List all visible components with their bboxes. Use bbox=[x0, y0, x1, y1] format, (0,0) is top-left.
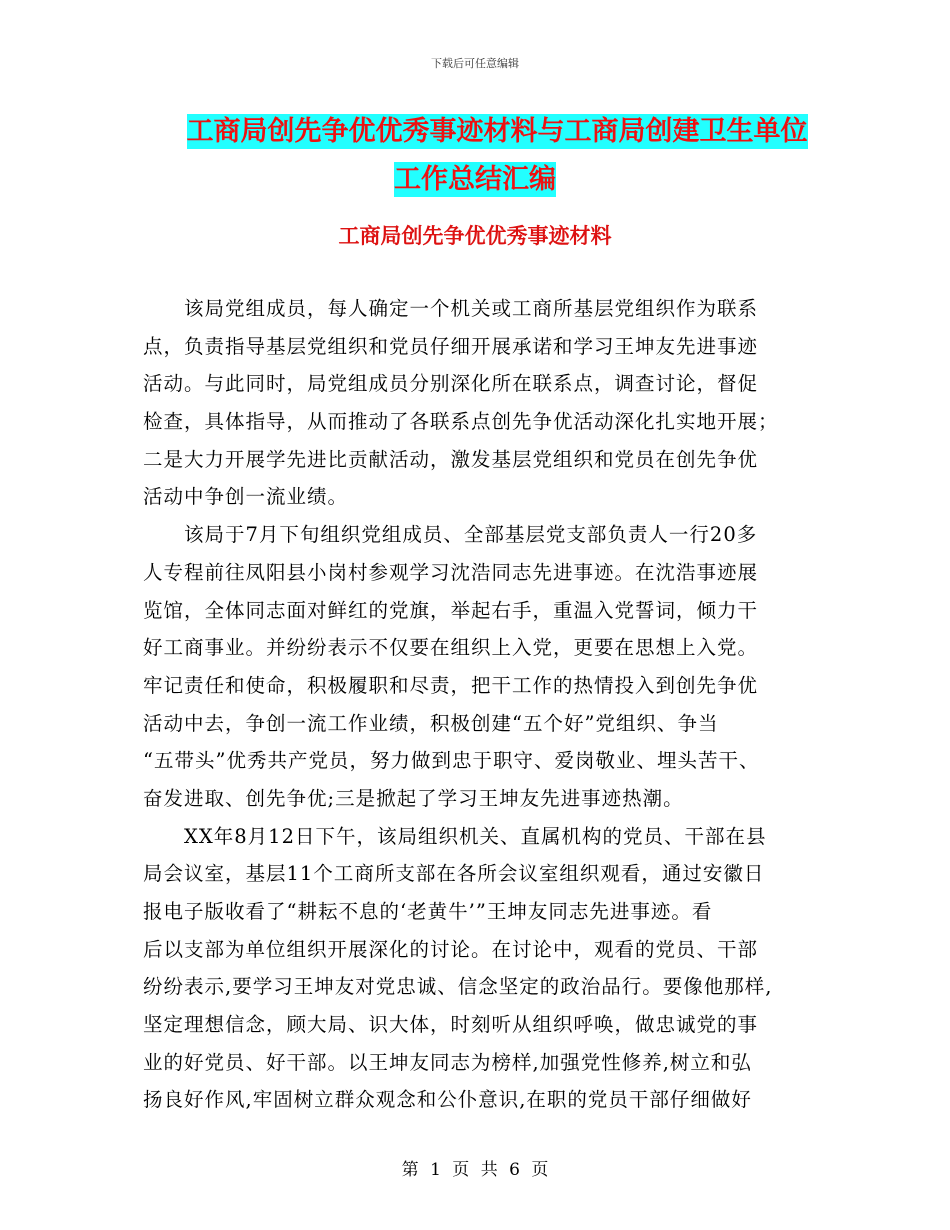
document-title-line-2-text: 工作总结汇编 bbox=[394, 164, 556, 195]
text-line: 览馆，全体同志面对鲜红的党旗，举起右手，重温入党誓词，倾力干 bbox=[143, 598, 759, 622]
text-line: XX年8月12日下午，该局组织机关、直属机构的党员、干部在县 bbox=[143, 824, 767, 848]
text-line: 扬良好作风,牢固树立群众观念和公仆意识,在职的党员干部仔细做好 bbox=[143, 1088, 752, 1112]
text-line: 检查，具体指导，从而推动了各联系点创先争优活动深化扎实地开展； bbox=[143, 410, 779, 434]
section-title: 工商局创先争优优秀事迹材料 bbox=[338, 224, 612, 248]
header-note: 下载后可任意编辑 bbox=[431, 57, 519, 70]
text-line: 奋发进取、创先争优;三是掀起了学习王坤友先进事迹热潮。 bbox=[143, 786, 684, 810]
paragraph-1 bbox=[143, 290, 813, 516]
text-line: 报电子版收看了“耕耘不息的‘老黄牛’”王坤友同志先进事迹。看 bbox=[143, 900, 713, 923]
text-line: 点，负责指导基层党组织和党员仔细开展承诺和学习王坤友先进事迹 bbox=[143, 334, 759, 358]
document-title-line-2 bbox=[0, 156, 950, 204]
paragraph-2 bbox=[143, 516, 813, 818]
text-line: 活动中争创一流业绩。 bbox=[143, 485, 349, 509]
text-line: 纷纷表示,要学习王坤友对党忠诚、信念坚定的政治品行。要像他那样, bbox=[143, 975, 773, 999]
text-line: 活动。与此同时，局党组成员分别深化所在联系点，调查讨论，督促 bbox=[143, 372, 759, 396]
document-title-line-1 bbox=[0, 108, 950, 156]
text-line: 局会议室，基层11个工商所支部在各所会议室组织观看，通过安徽日 bbox=[143, 862, 765, 886]
text-line: 业的好党员、好干部。以王坤友同志为榜样,加强党性修养,树立和弘 bbox=[143, 1050, 752, 1074]
text-line: 坚定理想信念，顾大局、识大体，时刻听从组织呼唤，做忠诚党的事 bbox=[143, 1013, 759, 1037]
text-line: 该局党组成员，每人确定一个机关或工商所基层党组织作为联系 bbox=[143, 297, 759, 320]
document-title-line-1-text: 工商局创先争优优秀事迹材料与工商局创建卫生单位 bbox=[186, 116, 808, 147]
text-line: 后以支部为单位组织开展深化的讨论。在讨论中，观看的党员、干部 bbox=[143, 937, 759, 961]
text-line: “五带头”优秀共产党员，努力做到忠于职守、爱岗敬业、埋头苦干、 bbox=[143, 749, 760, 773]
text-line: 活动中去，争创一流工作业绩，积极创建“五个好”党组织、争当 bbox=[143, 711, 719, 735]
page-number-footer: 第 1 页 共 6 页 bbox=[401, 1160, 549, 1180]
body-text bbox=[143, 290, 813, 1119]
document-title bbox=[0, 108, 950, 204]
paragraph-3 bbox=[143, 818, 813, 1120]
text-line: 人专程前往凤阳县小岗村参观学习沈浩同志先进事迹。在沈浩事迹展 bbox=[143, 560, 759, 584]
text-line: 牢记责任和使命，积极履职和尽责，把干工作的热情投入到创先争优 bbox=[143, 673, 759, 697]
text-line: 好工商事业。并纷纷表示不仅要在组织上入党，更要在思想上入党。 bbox=[143, 636, 759, 660]
text-line: 二是大力开展学先进比贡献活动，激发基层党组织和党员在创先争优 bbox=[143, 447, 759, 471]
text-line: 该局于7月下旬组织党组成员、全部基层党支部负责人一行20多 bbox=[143, 523, 758, 547]
